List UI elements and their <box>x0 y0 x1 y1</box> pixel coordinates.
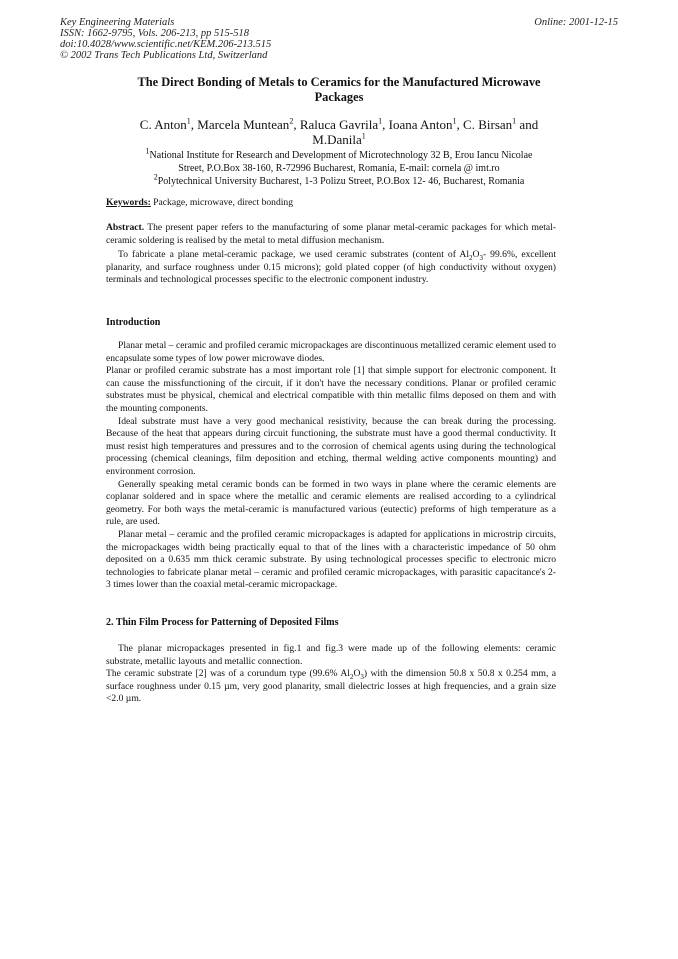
section-2-subscript: 2 <box>349 673 354 682</box>
journal-header <box>60 17 618 61</box>
author-separator: , <box>190 117 198 132</box>
keywords <box>106 197 556 210</box>
intro-paragraph-5: Planar metal – ceramic and the profiled ceramic micropackages is adapted for applications in microstrip circuits, the micropackages width being practically equal to that of the lines with a characteristic impedance of 50 ohm deposited on a 0.635 mm thick ceramic substrate. By using technological processes specific to electronic micro technologies to fabricate planar metal – ceramic and profiled ceramic micropackages, with parasitic capacitance's 2-3 times lower than the coaxial metal-ceramic micropackage. <box>106 528 556 591</box>
intro-paragraph-3: Ideal substrate must have a very good mechanical resistivity, because the can break during the processing. Because of the heat that appears during circuit functioning, the substrate must have a good thermal conductivity. It must resist high temperatures and pressures and to the corrosion of chemical agents using during the technological processing (chemical cleanings, film deposition and etching, thermal welding active components mounting) and environment corrosion. <box>106 415 556 477</box>
section-2-text-b: O <box>353 668 361 680</box>
issn-line: ISSN: 1662-9795, Vols. 206-213, pp 515-518 <box>60 28 249 39</box>
abstract-subscript: 3 <box>479 254 483 263</box>
section-2-heading: 2. Thin Film Process for Patterning of Deposited Films <box>106 617 339 628</box>
section-2-paragraph-1: The planar micropackages presented in fig.1 and fig.3 were made up of the following elements: ceramic substrate, metallic layouts and metallic connection. <box>106 643 556 667</box>
author-3: Raluca Gavrila <box>299 117 379 132</box>
author-4-affil: 1 <box>452 116 457 126</box>
abstract-text-2a: To fabricate a plane metal-ceramic package, we used ceramic substrates (content of Al <box>118 249 469 261</box>
section-2-subscript: 3 <box>360 673 364 682</box>
author-5-affil: 1 <box>512 116 517 126</box>
affiliation-1 <box>90 146 588 175</box>
author-6-affil: 1 <box>361 131 366 141</box>
introduction-section <box>106 340 556 592</box>
abstract-text-2c: - 99.6%, excellent planarity, and surface roughness under 0.15 microns); gold plated copper (of high conductivity without oxygen) terminals and technological processes specific to the electronic component industry. <box>106 249 556 286</box>
paper-title <box>80 75 598 105</box>
author-6: M.Danila <box>312 132 362 147</box>
abstract-paragraph-1 <box>106 222 556 247</box>
abstract-subscript: 2 <box>469 254 473 263</box>
abstract-text-2b: O <box>472 249 480 261</box>
author-1: C. Anton <box>139 117 187 132</box>
section-2-text-c: ) with the dimension 50.8 x 50.8 x 0.254 mm, a surface roughness under 0.15 µm, very good planarity, small dielectric losses at high frequencies, and a grain size <2.0 µm. <box>106 668 556 705</box>
keywords-label: Keywords: <box>106 197 151 208</box>
journal-name: Key Engineering Materials <box>60 17 175 28</box>
title-line-1: The Direct Bonding of Metals to Ceramics for the Manufactured Microwave <box>137 75 541 89</box>
copyright-line: © 2002 Trans Tech Publications Ltd, Switzerland <box>60 50 268 61</box>
author-2: Marcela Muntean <box>197 117 290 132</box>
affiliation-1-line-2: Street, P.O.Box 38-160, R-72996 Bucharest, Romania, E-mail: cornela @ imt.ro <box>178 163 500 174</box>
author-2-affil: 2 <box>289 116 294 126</box>
intro-paragraph-2: Planar or profiled ceramic substrate has a most important role [1] that simple support for electronic component. It can cause the missfunctioning of the circuit, if it don't have the necessary conditions. Planar or profiled ceramic substrates must be physical, chemical and electrical compatible with thin metallic films deposed on them and with the mounting components. <box>106 365 556 414</box>
affiliation-2 <box>90 172 588 188</box>
abstract-text-1: The present paper refers to the manufacturing of some planar metal-ceramic packages for which metal-ceramic soldering is realised by the metal to metal diffusion mechanism. <box>106 222 556 246</box>
author-line-2 <box>100 132 578 147</box>
author-and: and <box>516 117 539 132</box>
affiliation-2-marker: 2 <box>153 172 158 182</box>
keywords-line <box>106 197 556 210</box>
author-3-affil: 1 <box>378 116 383 126</box>
author-1-affil: 1 <box>186 116 191 126</box>
section-2-paragraph-2 <box>106 668 556 706</box>
abstract <box>106 222 556 287</box>
section-2-text-a: The ceramic substrate [2] was of a corundum type (99.6% Al <box>106 668 350 680</box>
title-line-2: Packages <box>314 90 364 104</box>
author-4: Ioana Anton <box>388 117 453 132</box>
affiliation-1-marker: 1 <box>145 146 150 156</box>
author-5: C. Birsan <box>463 117 513 132</box>
affiliation-2-text: Polytechnical University Bucharest, 1-3 Polizu Street, P.O.Box 12- 46, Bucharest, Romania <box>157 176 525 187</box>
keywords-text: Package, microwave, direct bonding <box>150 197 294 208</box>
author-separator: , <box>382 117 389 132</box>
online-date: Online: 2001-12-15 <box>534 17 618 28</box>
author-line-1 <box>100 117 578 132</box>
doi-line: doi:10.4028/www.scientific.net/KEM.206-213.515 <box>60 39 272 50</box>
introduction-heading: Introduction <box>106 317 161 328</box>
intro-paragraph-1: Planar metal – ceramic and profiled ceramic micropackages are discontinuous metallized ceramic element used to encapsulate some types of low power microwave diodes. <box>106 340 556 364</box>
author-separator: , <box>456 117 464 132</box>
abstract-label: Abstract. <box>106 222 145 233</box>
abstract-paragraph-2 <box>106 249 556 287</box>
intro-paragraph-4: Generally speaking metal ceramic bonds can be formed in two ways in plane where the ceramic elements are coplanar soldered and in space where the metallic and ceramic elements are realised according to a cylindrical geometry. For both ways the metal-ceramic is manufactured various (eutectic) preforms of high temperature as a rule, are used. <box>106 478 556 528</box>
affiliation-1-text: National Institute for Research and Development of Microtechnology 32 B, Erou Iancu Nicolae <box>149 150 533 161</box>
affiliation-1-line-1 <box>90 146 588 162</box>
author-list <box>100 117 578 147</box>
author-separator: , <box>293 117 300 132</box>
section-2 <box>106 643 556 706</box>
